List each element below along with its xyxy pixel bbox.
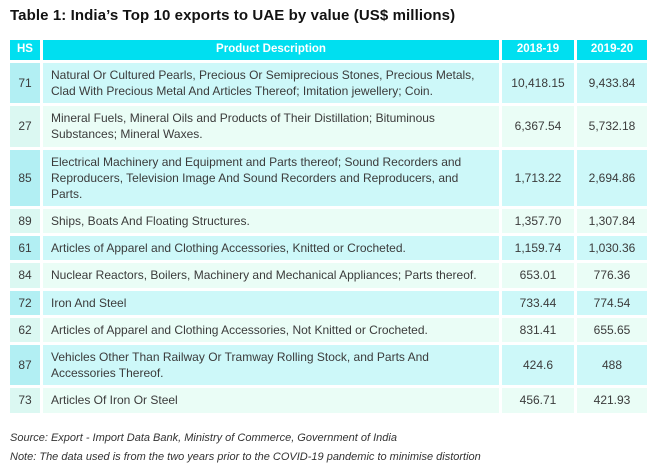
header-row [10,40,647,60]
table-row [10,263,647,287]
value-2018-19-cell: 1,357.70 [502,209,574,233]
column-header-product-description: Product Description [43,40,499,60]
value-2019-20-cell: 9,433.84 [577,63,647,103]
table-row [10,150,647,207]
product-description-cell: Articles of Apparel and Clothing Accessories, Not Knitted or Crocheted. [43,318,499,342]
table-row [10,345,647,385]
product-description-cell: Iron And Steel [43,291,499,315]
table-body [10,63,647,413]
product-description-cell: Vehicles Other Than Railway Or Tramway Rolling Stock, and Parts And Accessories Thereof. [43,345,499,385]
hs-code-cell: 62 [10,318,40,342]
value-2019-20-cell: 1,307.84 [577,209,647,233]
value-2019-20-cell: 2,694.86 [577,150,647,207]
hs-code-cell: 85 [10,150,40,207]
product-description-cell: Nuclear Reactors, Boilers, Machinery and Mechanical Appliances; Parts thereof. [43,263,499,287]
value-2019-20-cell: 655.65 [577,318,647,342]
table-row [10,236,647,260]
value-2018-19-cell: 1,159.74 [502,236,574,260]
value-2018-19-cell: 653.01 [502,263,574,287]
product-description-cell: Articles of Apparel and Clothing Accessories, Knitted or Crocheted. [43,236,499,260]
value-2019-20-cell: 421.93 [577,388,647,412]
hs-code-cell: 61 [10,236,40,260]
value-2018-19-cell: 733.44 [502,291,574,315]
value-2018-19-cell: 1,713.22 [502,150,574,207]
hs-code-cell: 72 [10,291,40,315]
value-2019-20-cell: 1,030.36 [577,236,647,260]
product-description-cell: Ships, Boats And Floating Structures. [43,209,499,233]
value-2018-19-cell: 831.41 [502,318,574,342]
product-description-cell: Mineral Fuels, Mineral Oils and Products of Their Distillation; Bituminous Substances; Mineral Waxes. [43,106,499,146]
hs-code-cell: 89 [10,209,40,233]
hs-code-cell: 27 [10,106,40,146]
value-2019-20-cell: 776.36 [577,263,647,287]
hs-code-cell: 84 [10,263,40,287]
product-description-cell: Articles Of Iron Or Steel [43,388,499,412]
table-row [10,388,647,412]
data-note: Note: The data used is from the two years prior to the COVID-19 pandemic to minimise distortion [10,450,481,463]
hs-code-cell: 87 [10,345,40,385]
value-2019-20-cell: 5,732.18 [577,106,647,146]
value-2019-20-cell: 488 [577,345,647,385]
source-note: Source: Export - Import Data Bank, Ministry of Commerce, Government of India [10,431,397,444]
value-2018-19-cell: 424.6 [502,345,574,385]
table-title: Table 1: India’s Top 10 exports to UAE by value (US$ millions) [10,7,456,24]
column-header-2018-19: 2018-19 [502,40,574,60]
product-description-cell: Electrical Machinery and Equipment and Parts thereof; Sound Recorders and Reproducers, Television Image And Sound Recorders and Reproducers, and Parts. [43,150,499,207]
value-2018-19-cell: 10,418.15 [502,63,574,103]
column-header-2019-20: 2019-20 [577,40,647,60]
table-row [10,318,647,342]
table-row [10,106,647,146]
table-row [10,209,647,233]
value-2018-19-cell: 6,367.54 [502,106,574,146]
product-description-cell: Natural Or Cultured Pearls, Precious Or Semiprecious Stones, Precious Metals, Clad With Precious Metal And Articles Thereof; Imitation jewellery; Coin. [43,63,499,103]
exports-table [7,37,650,416]
column-header-hs: HS [10,40,40,60]
table-row [10,291,647,315]
hs-code-cell: 73 [10,388,40,412]
value-2018-19-cell: 456.71 [502,388,574,412]
hs-code-cell: 71 [10,63,40,103]
value-2019-20-cell: 774.54 [577,291,647,315]
footer-notes [10,431,650,465]
table-row [10,63,647,103]
